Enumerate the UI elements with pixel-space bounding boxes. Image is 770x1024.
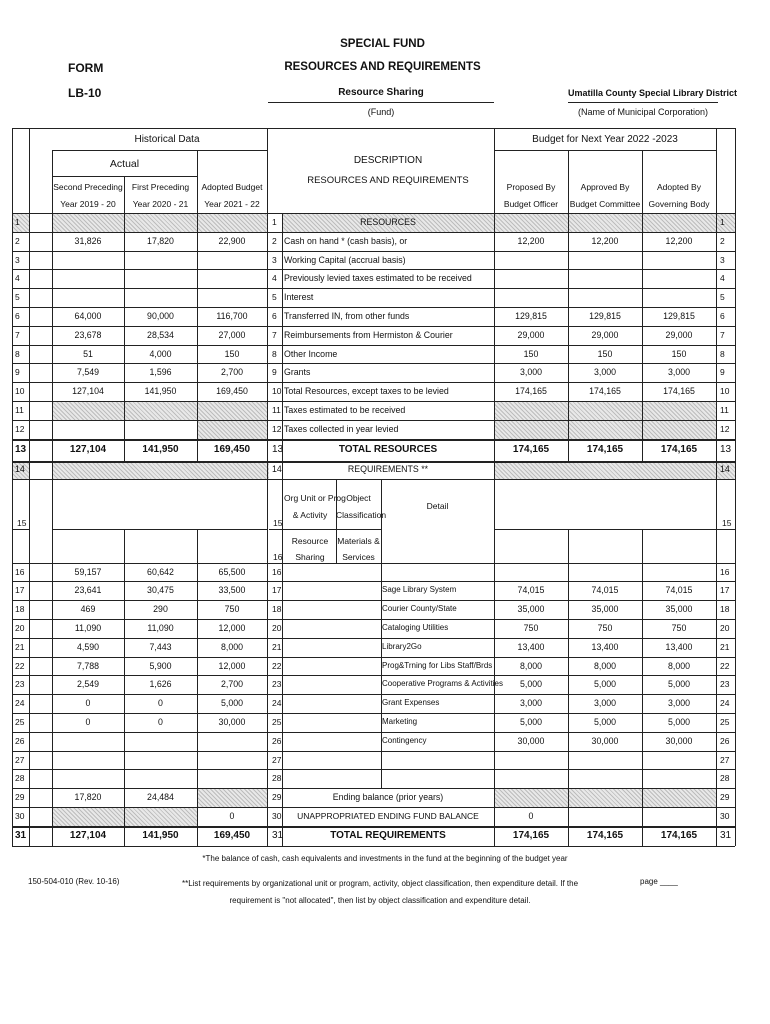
cell-proposed: 5,000 bbox=[519, 716, 542, 727]
detail-header: Detail bbox=[426, 501, 449, 511]
first-preceding-1: First Preceding bbox=[131, 182, 190, 192]
org-unit-2: & Activity bbox=[292, 510, 328, 520]
row-number-mid: 22 bbox=[272, 660, 282, 671]
row-number-left: 31 bbox=[15, 830, 27, 842]
cell-adopted-budget: 5,000 bbox=[220, 698, 243, 709]
cell-adopted-budget: 169,450 bbox=[213, 830, 251, 842]
cell-proposed: 13,400 bbox=[517, 641, 545, 652]
first-preceding-2: Year 2020 - 21 bbox=[132, 199, 189, 209]
row-number-right: 2 bbox=[720, 235, 725, 246]
row-number-mid: 1 bbox=[272, 216, 277, 227]
row-number-right: 25 bbox=[720, 716, 730, 727]
cell-second-preceding: 469 bbox=[80, 604, 96, 615]
row-description: Total Resources, except taxes to be levied bbox=[284, 386, 449, 397]
row-number-mid: 14 bbox=[272, 464, 282, 475]
cell-approved: 74,015 bbox=[591, 585, 619, 596]
cell-second-preceding: 59,157 bbox=[74, 566, 102, 577]
cell-first-preceding: 5,900 bbox=[149, 660, 172, 671]
row-number-right: 10 bbox=[720, 386, 730, 397]
form-label: FORM bbox=[68, 61, 104, 75]
cell-adopted-by: 8,000 bbox=[667, 660, 690, 671]
cell-proposed: 3,000 bbox=[519, 367, 542, 378]
row-number-right: 27 bbox=[720, 754, 730, 765]
cell-adopted-by: 74,015 bbox=[665, 585, 693, 596]
org-unit-1: Org Unit or Prog bbox=[284, 493, 346, 503]
row-description: Cooperative Programs & Activities bbox=[382, 679, 503, 689]
cell-first-preceding: 7,443 bbox=[149, 641, 172, 652]
row-number-mid: 23 bbox=[272, 679, 282, 690]
row-number-mid: 28 bbox=[272, 773, 282, 784]
second-preceding-2: Year 2019 - 20 bbox=[60, 199, 116, 209]
row-number-mid: 10 bbox=[272, 386, 282, 397]
row-number-left: 25 bbox=[15, 716, 25, 727]
row-number-right: 30 bbox=[720, 810, 730, 821]
cell-approved: 3,000 bbox=[593, 698, 616, 709]
row-number-mid: 17 bbox=[272, 585, 282, 596]
adoptedby-1: Adopted By bbox=[657, 182, 701, 192]
row-number-left: 27 bbox=[15, 754, 25, 765]
row-description: Contingency bbox=[382, 735, 427, 745]
cell-second-preceding: 2,549 bbox=[76, 679, 99, 690]
cell-first-preceding: 1,596 bbox=[149, 367, 172, 378]
row-number-right: 23 bbox=[720, 679, 730, 690]
cell-first-preceding: 28,534 bbox=[147, 329, 174, 340]
row-description: Grant Expenses bbox=[382, 698, 440, 708]
row-number-left: 4 bbox=[15, 273, 20, 284]
row-num-16-mid-header: 16 bbox=[273, 552, 283, 562]
page-number: page ____ bbox=[640, 877, 678, 886]
cell-approved: 8,000 bbox=[593, 660, 616, 671]
cell-proposed: 174,165 bbox=[515, 386, 547, 397]
cell-first-preceding: 141,950 bbox=[144, 386, 177, 397]
row-number-mid: 18 bbox=[272, 604, 282, 615]
row-description: Previously levied taxes estimated to be received bbox=[284, 273, 472, 284]
cell-second-preceding: 7,549 bbox=[76, 367, 99, 378]
row-number-left: 14 bbox=[15, 464, 25, 475]
row-number-mid: 26 bbox=[272, 735, 282, 746]
row-number-right: 5 bbox=[720, 292, 725, 303]
adoptedby-2: Governing Body bbox=[648, 199, 710, 209]
cell-second-preceding: 23,641 bbox=[74, 585, 102, 596]
cell-adopted-by: 750 bbox=[671, 622, 687, 633]
cell-proposed: 0 bbox=[528, 810, 534, 821]
row-number-right: 29 bbox=[720, 792, 730, 803]
materials-2: Services bbox=[342, 552, 375, 562]
row-number-right: 22 bbox=[720, 660, 730, 671]
row-num-15-right: 15 bbox=[722, 518, 732, 528]
row-number-mid: 25 bbox=[272, 716, 282, 727]
cell-approved: 5,000 bbox=[593, 679, 616, 690]
row-number-right: 31 bbox=[720, 830, 732, 842]
cell-adopted-by: 150 bbox=[671, 348, 687, 359]
cell-proposed: 12,200 bbox=[517, 235, 545, 246]
cell-adopted-by: 174,165 bbox=[660, 830, 698, 842]
row-number-right: 17 bbox=[720, 585, 730, 596]
cell-approved: 29,000 bbox=[591, 329, 619, 340]
row-number-right: 8 bbox=[720, 348, 725, 359]
row-description: Other Income bbox=[284, 348, 338, 359]
cell-second-preceding: 23,678 bbox=[74, 329, 102, 340]
cell-first-preceding: 30,475 bbox=[147, 585, 174, 596]
row-number-left: 18 bbox=[15, 604, 25, 615]
cell-proposed: 174,165 bbox=[512, 444, 550, 456]
row-number-mid: 9 bbox=[272, 367, 277, 378]
cell-second-preceding: 64,000 bbox=[74, 310, 102, 321]
cell-approved: 5,000 bbox=[593, 716, 616, 727]
municipal-name: Umatilla County Special Library District bbox=[568, 88, 738, 98]
row-description: Courier County/State bbox=[382, 604, 457, 614]
row-description: Prog&Trning for Libs Staff/Brds bbox=[382, 660, 493, 670]
row-description: Cataloging Utilities bbox=[382, 622, 449, 632]
cell-first-preceding: 60,642 bbox=[147, 566, 174, 577]
row-number-mid: 8 bbox=[272, 348, 277, 359]
row-number-right: 14 bbox=[720, 464, 730, 475]
row-num-15-left: 15 bbox=[17, 518, 27, 528]
row-number-right: 3 bbox=[720, 254, 725, 265]
resource-sharing-1: Resource bbox=[291, 536, 329, 546]
cell-approved: 174,165 bbox=[586, 830, 624, 842]
row-description: Cash on hand * (cash basis), or bbox=[284, 235, 408, 246]
cell-adopted-by: 174,165 bbox=[663, 386, 695, 397]
cell-adopted-budget: 30,000 bbox=[218, 716, 246, 727]
cell-adopted-by: 30,000 bbox=[665, 735, 693, 746]
row-number-left: 21 bbox=[15, 641, 25, 652]
cell-adopted-by: 5,000 bbox=[667, 679, 690, 690]
cell-second-preceding: 7,788 bbox=[76, 660, 99, 671]
cell-adopted-budget: 27,000 bbox=[218, 329, 246, 340]
cell-adopted-budget: 116,700 bbox=[216, 310, 248, 321]
row-number-left: 24 bbox=[15, 698, 25, 709]
cell-adopted-by: 129,815 bbox=[663, 310, 695, 321]
cell-adopted-by: 3,000 bbox=[667, 367, 690, 378]
cell-adopted-budget: 2,700 bbox=[220, 367, 243, 378]
cell-first-preceding: 11,090 bbox=[147, 622, 174, 633]
row-number-mid: 11 bbox=[272, 404, 281, 415]
description-header-1: DESCRIPTION bbox=[353, 155, 423, 166]
cell-proposed: 150 bbox=[523, 348, 539, 359]
cell-first-preceding: 17,820 bbox=[147, 235, 174, 246]
actual-header: Actual bbox=[109, 158, 140, 170]
cell-approved: 3,000 bbox=[593, 367, 616, 378]
cell-second-preceding: 4,590 bbox=[76, 641, 99, 652]
cell-adopted-budget: 2,700 bbox=[220, 679, 243, 690]
municipal-caption: (Name of Municipal Corporation) bbox=[577, 107, 709, 117]
cell-first-preceding: 0 bbox=[158, 698, 163, 709]
row-number-mid: 3 bbox=[272, 254, 277, 265]
cell-approved: 129,815 bbox=[589, 310, 621, 321]
cell-first-preceding: 90,000 bbox=[147, 310, 174, 321]
cell-second-preceding: 127,104 bbox=[69, 830, 107, 842]
cell-second-preceding: 127,104 bbox=[69, 444, 107, 456]
cell-proposed: 30,000 bbox=[517, 735, 545, 746]
row-number-left: 20 bbox=[15, 622, 25, 633]
adopted-budget-1: Adopted Budget bbox=[201, 182, 263, 192]
cell-second-preceding: 51 bbox=[83, 348, 93, 359]
form-number: LB-10 bbox=[68, 86, 102, 100]
row-number-left: 28 bbox=[15, 773, 25, 784]
row-description: Working Capital (accrual basis) bbox=[284, 254, 406, 265]
cell-adopted-by: 29,000 bbox=[665, 329, 693, 340]
row-number-left: 6 bbox=[15, 310, 20, 321]
cell-proposed: 74,015 bbox=[517, 585, 545, 596]
row-number-mid: 7 bbox=[272, 329, 277, 340]
cell-first-preceding: 0 bbox=[158, 716, 163, 727]
row-description: UNAPPROPRIATED ENDING FUND BALANCE bbox=[297, 810, 479, 821]
row-description: TOTAL REQUIREMENTS bbox=[330, 830, 446, 842]
cell-first-preceding: 141,950 bbox=[142, 830, 179, 842]
row-number-mid: 12 bbox=[272, 423, 282, 434]
row-number-left: 17 bbox=[15, 585, 25, 596]
row-number-right: 28 bbox=[720, 773, 730, 784]
row-description: Grants bbox=[284, 367, 311, 378]
cell-adopted-budget: 0 bbox=[229, 810, 235, 821]
row-number-mid: 5 bbox=[272, 292, 277, 303]
cell-adopted-budget: 169,450 bbox=[213, 444, 251, 456]
cell-second-preceding: 17,820 bbox=[74, 792, 102, 803]
approved-1: Approved By bbox=[580, 182, 630, 192]
cell-approved: 174,165 bbox=[589, 386, 621, 397]
row-number-left: 30 bbox=[15, 810, 25, 821]
row-number-mid: 4 bbox=[272, 273, 277, 284]
row-number-right: 11 bbox=[720, 404, 729, 415]
row-description: Marketing bbox=[382, 716, 418, 726]
row-description: TOTAL RESOURCES bbox=[338, 444, 438, 456]
cell-proposed: 174,165 bbox=[512, 830, 550, 842]
cell-first-preceding: 4,000 bbox=[149, 348, 172, 359]
row-number-left: 8 bbox=[15, 348, 20, 359]
cell-adopted-budget: 169,450 bbox=[216, 386, 248, 397]
row-number-left: 23 bbox=[15, 679, 25, 690]
cell-adopted-budget: 12,000 bbox=[218, 660, 246, 671]
row-description: Reimbursements from Hermiston & Courier bbox=[284, 329, 453, 340]
row-number-right: 12 bbox=[720, 423, 730, 434]
cell-adopted-by: 35,000 bbox=[665, 604, 693, 615]
row-number-left: 13 bbox=[15, 444, 27, 456]
cell-adopted-budget: 12,000 bbox=[218, 622, 246, 633]
row-number-right: 18 bbox=[720, 604, 730, 615]
row-number-left: 3 bbox=[15, 254, 20, 265]
cell-second-preceding: 11,090 bbox=[74, 622, 102, 633]
materials-1: Materials & bbox=[337, 536, 380, 546]
fund-caption: (Fund) bbox=[367, 107, 395, 117]
cell-approved: 750 bbox=[597, 622, 613, 633]
row-number-mid: 31 bbox=[272, 830, 284, 842]
row-number-left: 11 bbox=[15, 404, 24, 415]
cell-adopted-budget: 22,900 bbox=[218, 235, 246, 246]
row-number-right: 7 bbox=[720, 329, 725, 340]
row-number-right: 13 bbox=[720, 444, 732, 456]
proposed-1: Proposed By bbox=[506, 182, 556, 192]
cell-proposed: 3,000 bbox=[519, 698, 542, 709]
row-num-15-mid: 15 bbox=[273, 518, 283, 528]
row-description: Taxes collected in year levied bbox=[284, 423, 399, 434]
proposed-2: Budget Officer bbox=[503, 199, 559, 209]
cell-adopted-by: 174,165 bbox=[660, 444, 698, 456]
cell-approved: 13,400 bbox=[591, 641, 619, 652]
cell-approved: 174,165 bbox=[586, 444, 624, 456]
row-number-left: 9 bbox=[15, 367, 20, 378]
resource-sharing-2: Sharing bbox=[295, 552, 325, 562]
row-number-left: 22 bbox=[15, 660, 25, 671]
cell-proposed: 8,000 bbox=[519, 660, 542, 671]
footnote-requirements-2: requirement is "not allocated", then list by object classification and expenditure detail. bbox=[229, 896, 531, 905]
footnote-cash: *The balance of cash, cash equivalents and investments in the fund at the beginning of the budget year bbox=[202, 854, 568, 863]
object-class-1: Object bbox=[346, 493, 371, 503]
historical-header: Historical Data bbox=[134, 134, 200, 145]
row-number-mid: 2 bbox=[272, 235, 277, 246]
row-number-left: 26 bbox=[15, 735, 25, 746]
cell-approved: 150 bbox=[597, 348, 613, 359]
row-number-mid: 29 bbox=[272, 792, 282, 803]
cell-proposed: 750 bbox=[523, 622, 539, 633]
title-line2: RESOURCES AND REQUIREMENTS bbox=[284, 61, 481, 73]
cell-first-preceding: 24,484 bbox=[147, 792, 174, 803]
row-number-mid: 6 bbox=[272, 310, 277, 321]
row-number-mid: 21 bbox=[272, 641, 282, 652]
cell-approved: 35,000 bbox=[591, 604, 619, 615]
cell-adopted-by: 3,000 bbox=[667, 698, 690, 709]
cell-adopted-by: 12,200 bbox=[665, 235, 693, 246]
description-header-2: RESOURCES AND REQUIREMENTS bbox=[307, 175, 469, 186]
cell-second-preceding: 127,104 bbox=[72, 386, 104, 397]
row-number-right: 16 bbox=[720, 566, 730, 577]
cell-adopted-budget: 65,500 bbox=[218, 566, 246, 577]
row-description: Transferred IN, from other funds bbox=[284, 310, 410, 321]
cell-adopted-by: 5,000 bbox=[667, 716, 690, 727]
row-description: Interest bbox=[284, 292, 314, 303]
row-description: RESOURCES bbox=[360, 216, 416, 227]
cell-adopted-budget: 33,500 bbox=[218, 585, 246, 596]
cell-approved: 12,200 bbox=[591, 235, 619, 246]
title-line1: SPECIAL FUND bbox=[340, 38, 425, 50]
requirements-header: REQUIREMENTS ** bbox=[347, 464, 429, 475]
object-class-2: Classification bbox=[336, 510, 387, 520]
row-description: Library2Go bbox=[382, 641, 422, 651]
cell-adopted-budget: 150 bbox=[224, 348, 240, 359]
row-number-right: 1 bbox=[720, 216, 725, 227]
row-number-right: 4 bbox=[720, 273, 725, 284]
cell-proposed: 29,000 bbox=[517, 329, 545, 340]
row-number-left: 5 bbox=[15, 292, 20, 303]
row-number-right: 6 bbox=[720, 310, 725, 321]
cell-adopted-budget: 8,000 bbox=[220, 641, 243, 652]
row-number-mid: 30 bbox=[272, 810, 282, 821]
row-number-mid: 24 bbox=[272, 698, 282, 709]
row-number-left: 1 bbox=[15, 216, 20, 227]
row-description: Ending balance (prior years) bbox=[332, 792, 444, 803]
cell-approved: 30,000 bbox=[591, 735, 619, 746]
budget-next-header: Budget for Next Year 2022 -2023 bbox=[532, 134, 678, 145]
row-number-left: 7 bbox=[15, 329, 20, 340]
cell-adopted-budget: 750 bbox=[224, 604, 240, 615]
cell-second-preceding: 31,826 bbox=[74, 235, 102, 246]
row-number-mid: 16 bbox=[272, 566, 282, 577]
row-number-left: 2 bbox=[15, 235, 20, 246]
cell-proposed: 129,815 bbox=[515, 310, 547, 321]
form-code: 150-504-010 (Rev. 10-16) bbox=[28, 877, 120, 886]
row-number-right: 20 bbox=[720, 622, 730, 633]
row-number-mid: 13 bbox=[272, 444, 284, 456]
row-number-left: 29 bbox=[15, 792, 25, 803]
row-description: Taxes estimated to be received bbox=[284, 404, 406, 415]
row-number-left: 10 bbox=[15, 386, 25, 397]
row-number-right: 9 bbox=[720, 367, 725, 378]
row-number-mid: 20 bbox=[272, 622, 282, 633]
row-number-left: 12 bbox=[15, 423, 25, 434]
row-number-right: 26 bbox=[720, 735, 730, 746]
row-number-right: 21 bbox=[720, 641, 730, 652]
cell-first-preceding: 1,626 bbox=[149, 679, 172, 690]
cell-second-preceding: 0 bbox=[85, 698, 91, 709]
row-description: Sage Library System bbox=[382, 585, 457, 595]
cell-proposed: 5,000 bbox=[519, 679, 542, 690]
row-number-right: 24 bbox=[720, 698, 730, 709]
cell-adopted-by: 13,400 bbox=[665, 641, 693, 652]
cell-proposed: 35,000 bbox=[517, 604, 545, 615]
approved-2: Budget Committee bbox=[569, 199, 641, 209]
cell-second-preceding: 0 bbox=[85, 716, 91, 727]
row-number-mid: 27 bbox=[272, 754, 282, 765]
adopted-budget-2: Year 2021 - 22 bbox=[204, 199, 260, 209]
cell-first-preceding: 141,950 bbox=[142, 444, 179, 456]
footnote-requirements-1: **List requirements by organizational unit or program, activity, object classification, then expenditure detail. If the bbox=[181, 879, 579, 888]
row-number-left: 16 bbox=[15, 566, 25, 577]
cell-first-preceding: 290 bbox=[153, 604, 168, 615]
second-preceding-1: Second Preceding bbox=[53, 182, 123, 192]
fund-name: Resource Sharing bbox=[338, 87, 424, 98]
